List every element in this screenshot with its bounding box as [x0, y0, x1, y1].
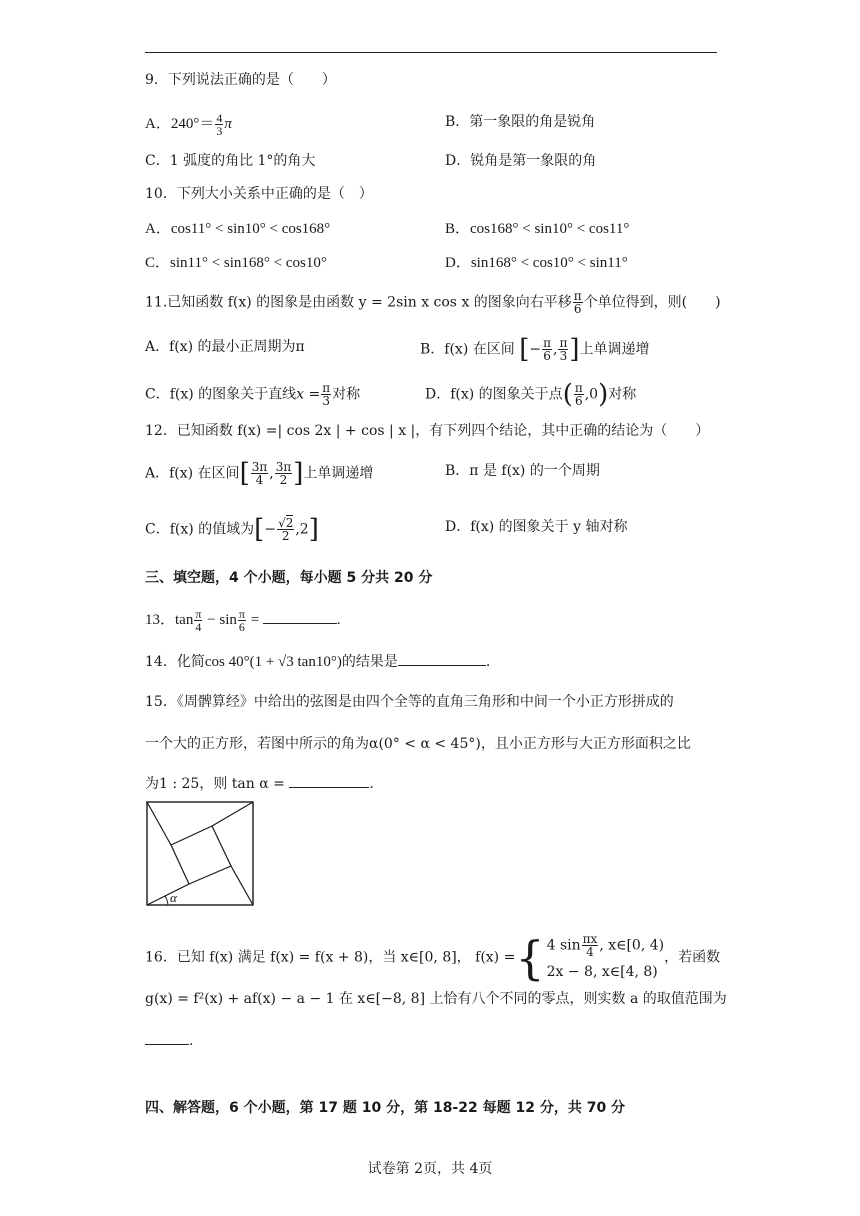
section-3-heading: 三、填空题，4 个小题，每小题 5 分共 20 分	[145, 570, 433, 586]
q12-option-c: C．f(x) 的值域为[− $\frac{√2}{2}$ ,2]	[145, 514, 319, 545]
q10-option-b: B．cos168° < sin10° < cos11°	[445, 221, 630, 237]
angle-arc	[165, 896, 168, 905]
q9-option-b: B．第一象限的角是锐角	[445, 114, 596, 130]
answer-blank[interactable]	[289, 775, 369, 788]
q15-line-3: 为1 : 25，则 tan α = .	[145, 776, 374, 792]
q11-option-b: B．f(x) 在区间 [− $\frac{\pi}{6}$ , $\frac{\pi}{3}$ ]上单调递增	[420, 334, 650, 365]
q11-option-d: D．f(x) 的图象关于点( $\frac{\pi}{6}$ ,0)对称	[425, 379, 637, 410]
q13: 13．tan $\frac{\pi}{4}$ − sin $\frac{\pi}{6}$ = .	[145, 607, 341, 634]
q14: 14．化简cos 40°(1 + √3 tan10°)的结果是 .	[145, 654, 491, 670]
triangle-edge	[147, 884, 189, 905]
q9-option-c: C．1 弧度的角比 1°的角大	[145, 153, 316, 169]
answer-blank[interactable]	[263, 611, 337, 624]
inner-square	[171, 826, 231, 884]
q10-option-a: A．cos11° < sin10° < cos168°	[145, 221, 331, 237]
q9-stem: 9．下列说法正确的是（ ）	[145, 72, 336, 88]
section-4-heading: 四、解答题，6 个小题，第 17 题 10 分，第 18-22 每题 12 分，共 70 分	[145, 1100, 626, 1116]
q15-line-1: 15．《周髀算经》中给出的弦图是由四个全等的直角三角形和中间一个小正方形拼成的	[145, 694, 674, 710]
q16-line-1: 16．已知 f(x) 满足 f(x) = f(x + 8)，当 x∈[0, 8]， f(x) ={ 4 sin $\frac{\pi x}{4}$ , x∈[0, 4) 2x − 8, x∈[4, 8) ，若函数	[145, 930, 721, 985]
q12-option-b: B．π 是 f(x) 的一个周期	[445, 463, 600, 479]
q10-option-d: D．sin168° < cos10° < sin11°	[445, 255, 628, 271]
q11-option-a: A．f(x) 的最小正周期为π	[145, 339, 305, 355]
q12-stem: 12．已知函数 f(x) =| cos 2x | + cos | x |，有下列四个结论，其中正确的结论为（ ）	[145, 423, 710, 439]
page-footer: 试卷第 2页，共 4页	[367, 1161, 493, 1177]
xian-figure	[146, 801, 256, 907]
q10-option-c: C．sin11° < sin168° < cos10°	[145, 255, 327, 271]
q9-option-a: A．240°＝ $\frac{4}{3}$ π	[145, 111, 232, 138]
header-rule	[145, 52, 717, 53]
q11-option-c: C．f(x) 的图象关于直线x = $\frac{\pi}{3}$ 对称	[145, 381, 361, 408]
angle-label: α	[170, 890, 177, 905]
outer-square	[147, 802, 253, 905]
triangle-edge	[147, 802, 171, 845]
answer-blank[interactable]	[398, 653, 486, 666]
q15-line-2: 一个大的正方形，若图中所示的角为α(0° < α < 45°)，且小正方形与大正方形面积之比	[145, 736, 691, 752]
q16-line-2: g(x) = f²(x) + af(x) − a − 1 在 x∈[−8, 8] 上恰有八个不同的零点，则实数 a 的取值范围为	[145, 991, 727, 1007]
q11-stem: 11.已知函数 f(x) 的图象是由函数 y = 2sin x cos x 的图象向右平移 $\frac{\pi}{6}$ 个单位得到，则( )	[145, 289, 721, 316]
triangle-edge	[212, 802, 253, 826]
q10-stem: 10．下列大小关系中正确的是（ ）	[145, 186, 373, 202]
q12-option-d: D．f(x) 的图象关于 y 轴对称	[445, 519, 628, 535]
triangle-edge	[231, 866, 253, 905]
q12-option-a: A．f(x) 在区间[ $\frac{3\pi}{4}$ , $\frac{3\pi}{2}$ ]上单调递增	[145, 458, 374, 489]
answer-blank[interactable]	[145, 1032, 189, 1045]
q16-answer: .	[145, 1031, 193, 1051]
q9-option-d: D．锐角是第一象限的角	[445, 153, 597, 169]
